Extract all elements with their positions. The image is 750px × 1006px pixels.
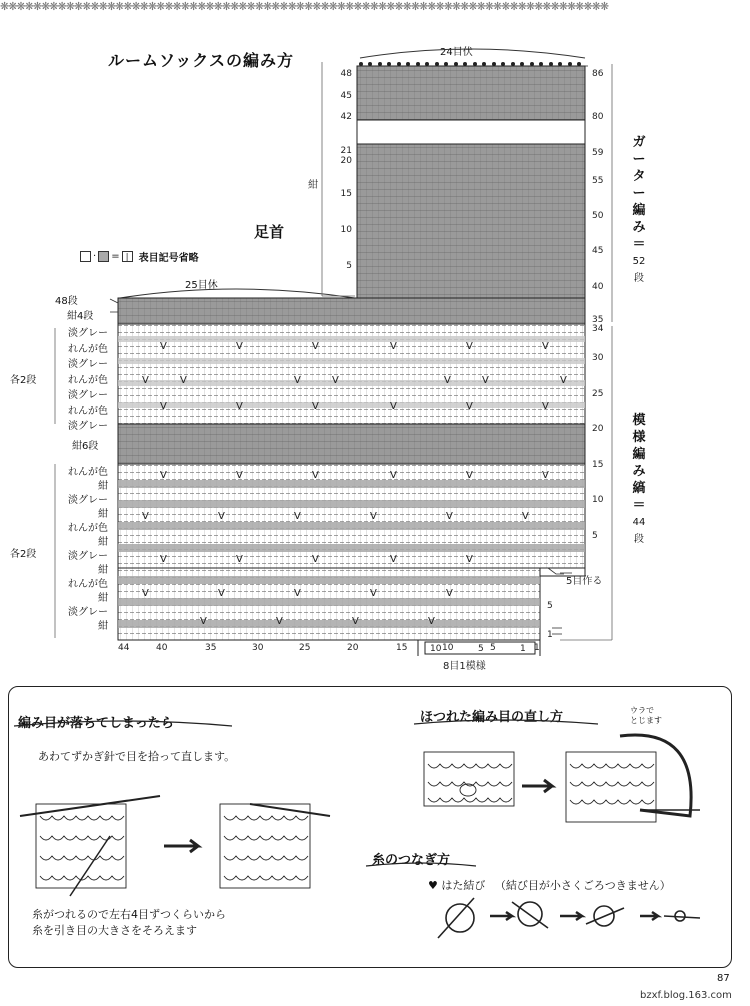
svg-text:1: 1 — [547, 630, 553, 640]
dropped-stitch-title: 編み目が落ちてしまったら — [18, 716, 174, 731]
svg-text:5: 5 — [592, 531, 598, 541]
tips-illustrations — [0, 686, 750, 966]
svg-text:V: V — [294, 588, 301, 599]
label-each-2-b: 各2段 — [10, 549, 37, 560]
join-title: 糸のつなぎ方 — [372, 853, 451, 868]
svg-text:V: V — [560, 375, 567, 386]
svg-text:V: V — [142, 588, 149, 599]
svg-text:V: V — [160, 554, 167, 565]
svg-text:5: 5 — [490, 643, 496, 653]
svg-text:20: 20 — [592, 424, 604, 434]
svg-text:40: 40 — [592, 282, 604, 292]
svg-text:42: 42 — [340, 112, 352, 122]
svg-text:80: 80 — [592, 112, 604, 122]
svg-text:25: 25 — [299, 643, 311, 653]
svg-text:V: V — [542, 341, 549, 352]
pattern-label: 模 様 編 み 縞 ＝ 44 段 — [632, 413, 646, 545]
svg-text:V: V — [370, 511, 377, 522]
svg-text:50: 50 — [592, 211, 604, 221]
svg-text:48: 48 — [340, 69, 352, 79]
garter-label: ガ ー タ ー 編 み ＝ 52 段 — [632, 135, 646, 284]
svg-text:59: 59 — [592, 148, 604, 158]
svg-text:V: V — [390, 470, 397, 481]
svg-text:V: V — [312, 470, 319, 481]
left-row-numbers — [341, 69, 353, 271]
svg-text:V: V — [352, 616, 359, 627]
label-navy-4: 紺4段 — [67, 311, 94, 322]
svg-text:5: 5 — [346, 261, 352, 271]
svg-text:V: V — [428, 616, 435, 627]
bindoff-dots — [359, 62, 581, 66]
svg-text:V: V — [542, 470, 549, 481]
svg-text:21: 21 — [340, 146, 352, 156]
svg-text:V: V — [160, 401, 167, 412]
svg-text:10: 10 — [340, 225, 352, 235]
heart-icon: ♥ — [428, 879, 442, 892]
svg-text:86: 86 — [592, 69, 604, 79]
svg-text:20: 20 — [347, 643, 359, 653]
svg-text:V: V — [390, 554, 397, 565]
right-row-numbers-upper — [592, 69, 604, 325]
svg-text:5: 5 — [547, 601, 553, 611]
svg-text:15: 15 — [396, 643, 408, 653]
left-bindoff-label: 25目休 — [185, 280, 218, 291]
join-method: ♥ はた結び （結び目が小さくごろつきません） — [428, 879, 671, 892]
svg-text:V: V — [236, 401, 243, 412]
svg-text:V: V — [218, 588, 225, 599]
label-48-rows: 48段 — [55, 296, 78, 307]
dropped-stitch-caption: 糸がつれるので左右4目ずつくらいから 糸を引き目の大きさをそろえます — [32, 908, 226, 937]
svg-text:V: V — [180, 375, 187, 386]
svg-text:44: 44 — [118, 643, 130, 653]
svg-text:V: V — [370, 588, 377, 599]
chart-legend: · = | 表目記号省略 — [80, 249, 199, 264]
right-row-numbers-lower — [592, 324, 604, 541]
svg-text:V: V — [276, 616, 283, 627]
svg-text:V: V — [466, 470, 473, 481]
svg-text:10: 10 — [592, 495, 604, 505]
svg-text:V: V — [200, 616, 207, 627]
svg-text:V: V — [482, 375, 489, 386]
svg-text:30: 30 — [592, 353, 604, 363]
right-small-numbers — [547, 601, 553, 640]
repeat-note: 8目1模様 — [443, 661, 486, 672]
svg-text:V: V — [236, 470, 243, 481]
svg-text:V: V — [466, 401, 473, 412]
svg-text:5: 5 — [478, 644, 484, 654]
legend-knit-symbol: | — [122, 251, 133, 262]
svg-text:30: 30 — [252, 643, 264, 653]
svg-text:10: 10 — [430, 644, 442, 654]
svg-text:55: 55 — [592, 176, 604, 186]
svg-text:V: V — [522, 511, 529, 522]
fabric-dropped-after — [220, 804, 330, 888]
fabric-repair-before — [424, 752, 514, 806]
svg-text:45: 45 — [592, 246, 604, 256]
svg-text:V: V — [160, 341, 167, 352]
svg-text:40: 40 — [156, 643, 168, 653]
upper-color-list: 淡グレー れんが色 淡グレー れんが色 淡グレー れんが色 淡グレー — [68, 328, 108, 432]
page-number: 87 — [717, 973, 730, 984]
svg-text:V: V — [332, 375, 339, 386]
svg-text:V: V — [236, 341, 243, 352]
svg-text:V: V — [444, 375, 451, 386]
svg-text:V: V — [466, 554, 473, 565]
navy-label-upper: 紺 — [308, 180, 318, 191]
bottom-stitch-numbers — [118, 643, 540, 653]
svg-text:V: V — [446, 511, 453, 522]
svg-text:V: V — [142, 511, 149, 522]
svg-text:35: 35 — [205, 643, 217, 653]
svg-text:V: V — [294, 375, 301, 386]
svg-text:V: V — [160, 470, 167, 481]
svg-text:V: V — [218, 511, 225, 522]
svg-text:1: 1 — [520, 644, 526, 654]
cast-on-note: 5目作る — [566, 576, 603, 587]
svg-text:25: 25 — [592, 389, 604, 399]
svg-text:V: V — [312, 341, 319, 352]
legend-text: 表目記号省略 — [138, 253, 199, 264]
svg-text:V: V — [142, 375, 149, 386]
label-navy-6: 紺6段 — [72, 441, 99, 452]
dropped-stitch-text: あわてずかぎ針で目を拾って直します。 — [38, 750, 236, 763]
decorative-border: ❋❋❋❋❋❋❋❋❋❋❋❋❋❋❋❋❋❋❋❋❋❋❋❋❋❋❋❋❋❋❋❋❋❋❋❋❋❋❋❋❋❋❋❋❋❋❋❋❋❋❋❋❋❋❋❋❋❋❋❋❋❋❋❋❋❋❋❋❋❋❋❋❋❋ — [0, 0, 609, 13]
knot-diagrams — [438, 898, 700, 938]
site-watermark: bzxf.blog.163.com — [640, 990, 732, 1001]
svg-text:20: 20 — [340, 156, 352, 166]
svg-text:V: V — [390, 401, 397, 412]
svg-text:V: V — [542, 401, 549, 412]
chart-title: ルームソックスの編み方 — [108, 51, 295, 70]
top-bindoff-label: 24目伏 — [440, 47, 473, 58]
svg-text:V: V — [312, 554, 319, 565]
svg-text:10: 10 — [442, 643, 454, 653]
svg-text:V: V — [390, 341, 397, 352]
fabric-dropped-before — [20, 796, 160, 896]
fabric-repair-after — [566, 735, 700, 822]
repair-note: ウラで とじます — [630, 706, 662, 725]
label-each-2-a: 各2段 — [10, 375, 37, 386]
repair-title: ほつれた編み目の直し方 — [420, 710, 564, 725]
ankle-label: 足首 — [254, 223, 285, 241]
legend-equals: = — [111, 251, 120, 262]
svg-text:15: 15 — [340, 189, 352, 199]
svg-text:V: V — [294, 511, 301, 522]
svg-text:34: 34 — [592, 324, 604, 334]
lower-color-list: れんが色 紺 淡グレー 紺 れんが色 紺 淡グレー 紺 れんが色 紺 淡グレー 紺 — [68, 467, 108, 632]
svg-text:35: 35 — [592, 315, 604, 325]
svg-text:45: 45 — [340, 91, 352, 101]
svg-text:V: V — [446, 588, 453, 599]
svg-text:1: 1 — [534, 643, 540, 653]
svg-text:V: V — [312, 401, 319, 412]
svg-text:V: V — [236, 554, 243, 565]
svg-text:V: V — [466, 341, 473, 352]
svg-text:15: 15 — [592, 460, 604, 470]
